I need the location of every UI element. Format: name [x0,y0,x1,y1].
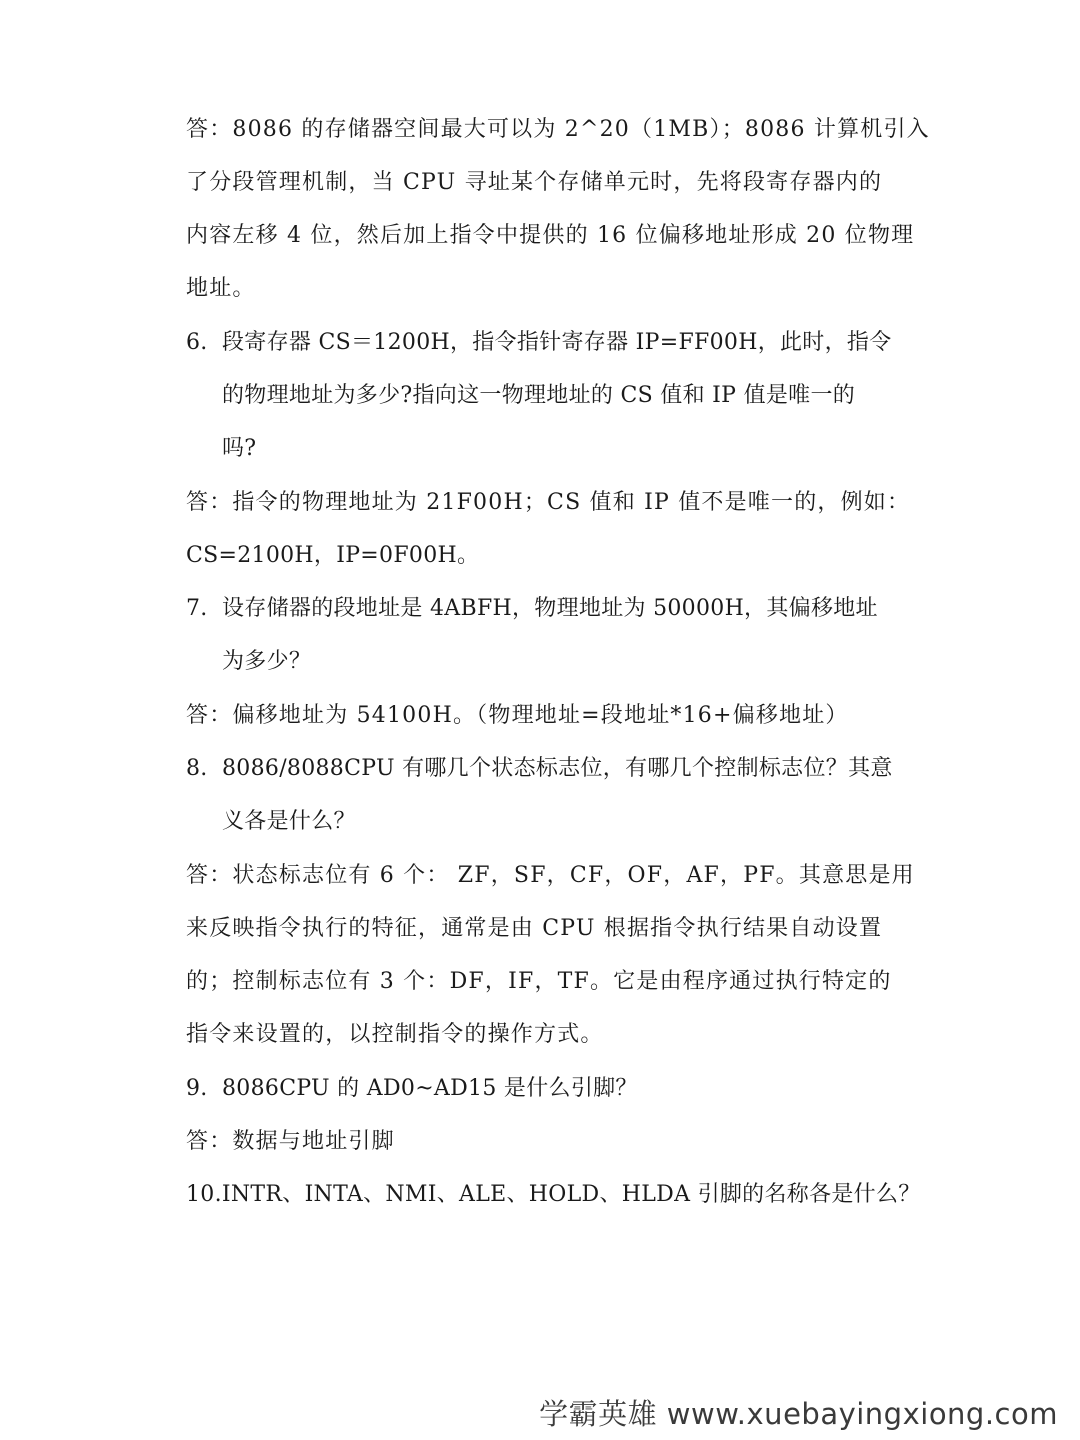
question-7-line-1: 设存储器的段地址是 4ABFH，物理地址为 50000H，其偏移地址 [222,596,878,621]
question-6 [186,328,892,358]
answer-6-line-1: 答：指令的物理地址为 21F00H；CS 值和 IP 值不是唯一的，例如： [186,490,911,515]
question-number: 10. [186,1182,222,1207]
question-number: 6. [186,330,208,355]
question-number: 8. [186,756,208,781]
question-6-line-2: 的物理地址为多少?指向这一物理地址的 CS 值和 IP 值是唯一的 [222,383,856,408]
answer-8-line-3: 的；控制标志位有 3 个：DF，IF，TF。它是由程序通过执行特定的 [186,969,892,994]
answer-9-line-1: 答：数据与地址引脚 [186,1129,395,1154]
question-6-line-1: 段寄存器 CS＝1200H，指令指针寄存器 IP=FF00H，此时，指令 [222,330,892,355]
answer-7-line-1: 答：偏移地址为 54100H。（物理地址=段地址*16+偏移地址） [186,703,849,728]
site-watermark: 学霸英雄 www.xuebayingxiong.com [539,1397,1058,1431]
question-number: 9. [186,1076,208,1101]
question-10 [186,1180,921,1210]
answer-8-line-4: 指令来设置的，以控制指令的操作方式。 [186,1022,604,1047]
answer-5-line-3: 内容左移 4 位，然后加上指令中提供的 16 位偏移地址形成 20 位物理 [186,223,915,248]
question-10-line-1: INTR、INTA、NMI、ALE、HOLD、HLDA 引脚的名称各是什么？ [221,1182,921,1207]
question-7 [186,594,878,624]
question-9 [186,1074,638,1104]
answer-5-line-4: 地址。 [186,276,256,301]
answer-8-line-1: 答：状态标志位有 6 个： ZF，SF，CF，OF，AF，PF。其意思是用 [186,863,915,888]
question-number: 7. [186,596,208,621]
answer-8-line-2: 来反映指令执行的特征，通常是由 CPU 根据指令执行结果自动设置 [186,916,883,941]
question-8-line-1: 8086/8088CPU 有哪几个状态标志位，有哪几个控制标志位？其意 [222,756,893,781]
question-9-line-1: 8086CPU 的 AD0~AD15 是什么引脚？ [222,1076,638,1101]
question-7-line-2: 为多少？ [222,649,312,674]
answer-5-line-2: 了分段管理机制，当 CPU 寻址某个存储单元时，先将段寄存器内的 [186,170,883,195]
question-8-line-2: 义各是什么？ [222,809,356,834]
answer-6-line-2: CS=2100H，IP=0F00H。 [186,543,480,568]
question-6-line-3: 吗? [222,436,257,461]
answer-5-line-1: 答：8086 的存储器空间最大可以为 2^20（1MB）；8086 计算机引入 [186,117,930,142]
question-8 [186,754,893,784]
